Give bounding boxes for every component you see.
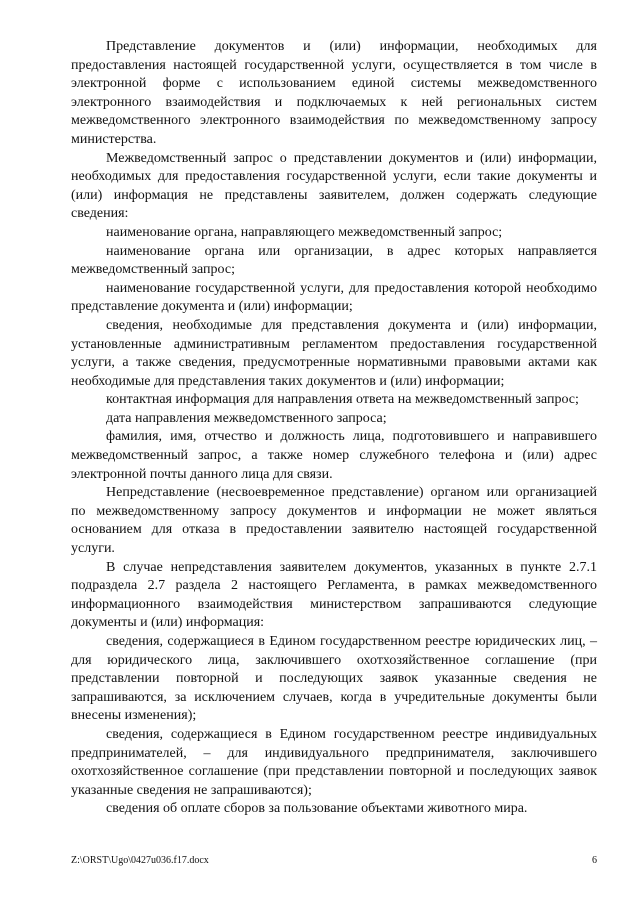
paragraph: сведения, необходимые для представления документа и (или) информации, установленные административным регламентом предоставления государственной услуги, а также сведения, предусмотренные нормативными правовыми актами как необходимые для представления таких документов и (или) информации; xyxy=(71,317,597,389)
paragraph: сведения, содержащиеся в Едином государственном реестре юридических лиц, – для юридического лица, заключившего охотхозяйственное соглашение (при представлении повторной и последующих заявок указанные сведения не запрашиваются, за исключением случаев, когда в учредительные документы были внесены изменения); xyxy=(71,634,597,724)
paragraph: Межведомственный запрос о представлении документов и (или) информации, необходимых для предоставления государственной услуги, если такие документы и (или) информация не представлены заявителем, должен содержать следующие сведения: xyxy=(71,150,597,222)
page-number: 6 xyxy=(592,855,597,866)
paragraph: фамилия, имя, отчество и должность лица, подготовившего и направившего межведомственный запрос, а также номер служебного телефона и (или) адрес электронной почты данного лица для связи. xyxy=(71,429,597,482)
paragraph: Представление документов и (или) информации, необходимых для предоставления настоящей государственной услуги, осуществляется в том числе в электронной форме с использованием единой системы межведомственного электронного взаимодействия и подключаемых к ней региональных систем межведомственного электронного взаимодействия по межведомственному запросу министерства. xyxy=(71,39,597,147)
paragraph: В случае непредставления заявителем документов, указанных в пункте 2.7.1 подраздела 2.7 раздела 2 настоящего Регламента, в рамках межведомственного информационного взаимодействия министерством запрашиваются следующие документы и (или) информация: xyxy=(71,559,597,631)
file-path: Z:\ORST\Ugo\0427u036.f17.docx xyxy=(71,855,209,866)
paragraph: сведения об оплате сборов за пользование объектами животного мира. xyxy=(106,801,528,817)
paragraph: наименование органа, направляющего межведомственный запрос; xyxy=(106,224,503,240)
paragraph: сведения, содержащиеся в Едином государственном реестре индивидуальных предпринимателей, – для индивидуального предпринимателя, заключившего охотхозяйственное соглашение (при представлении повторной и последующих заявок указанные сведения не запрашиваются); xyxy=(71,726,597,798)
paragraph: контактная информация для направления ответа на межведомственный запрос; xyxy=(106,392,579,408)
paragraph: наименование органа или организации, в адрес которых направляется межведомственный запрос; xyxy=(71,243,597,278)
paragraph: Непредставление (несвоевременное представление) органом или организацией по межведомственному запросу документов и информации не может являться основанием для отказа в предоставлении заявителю настоящей государственной услуги. xyxy=(71,485,597,557)
paragraph: дата направления межведомственного запроса; xyxy=(106,410,387,426)
document-body xyxy=(71,38,597,819)
paragraph: наименование государственной услуги, для предоставления которой необходимо представление документа и (или) информации; xyxy=(71,280,597,315)
